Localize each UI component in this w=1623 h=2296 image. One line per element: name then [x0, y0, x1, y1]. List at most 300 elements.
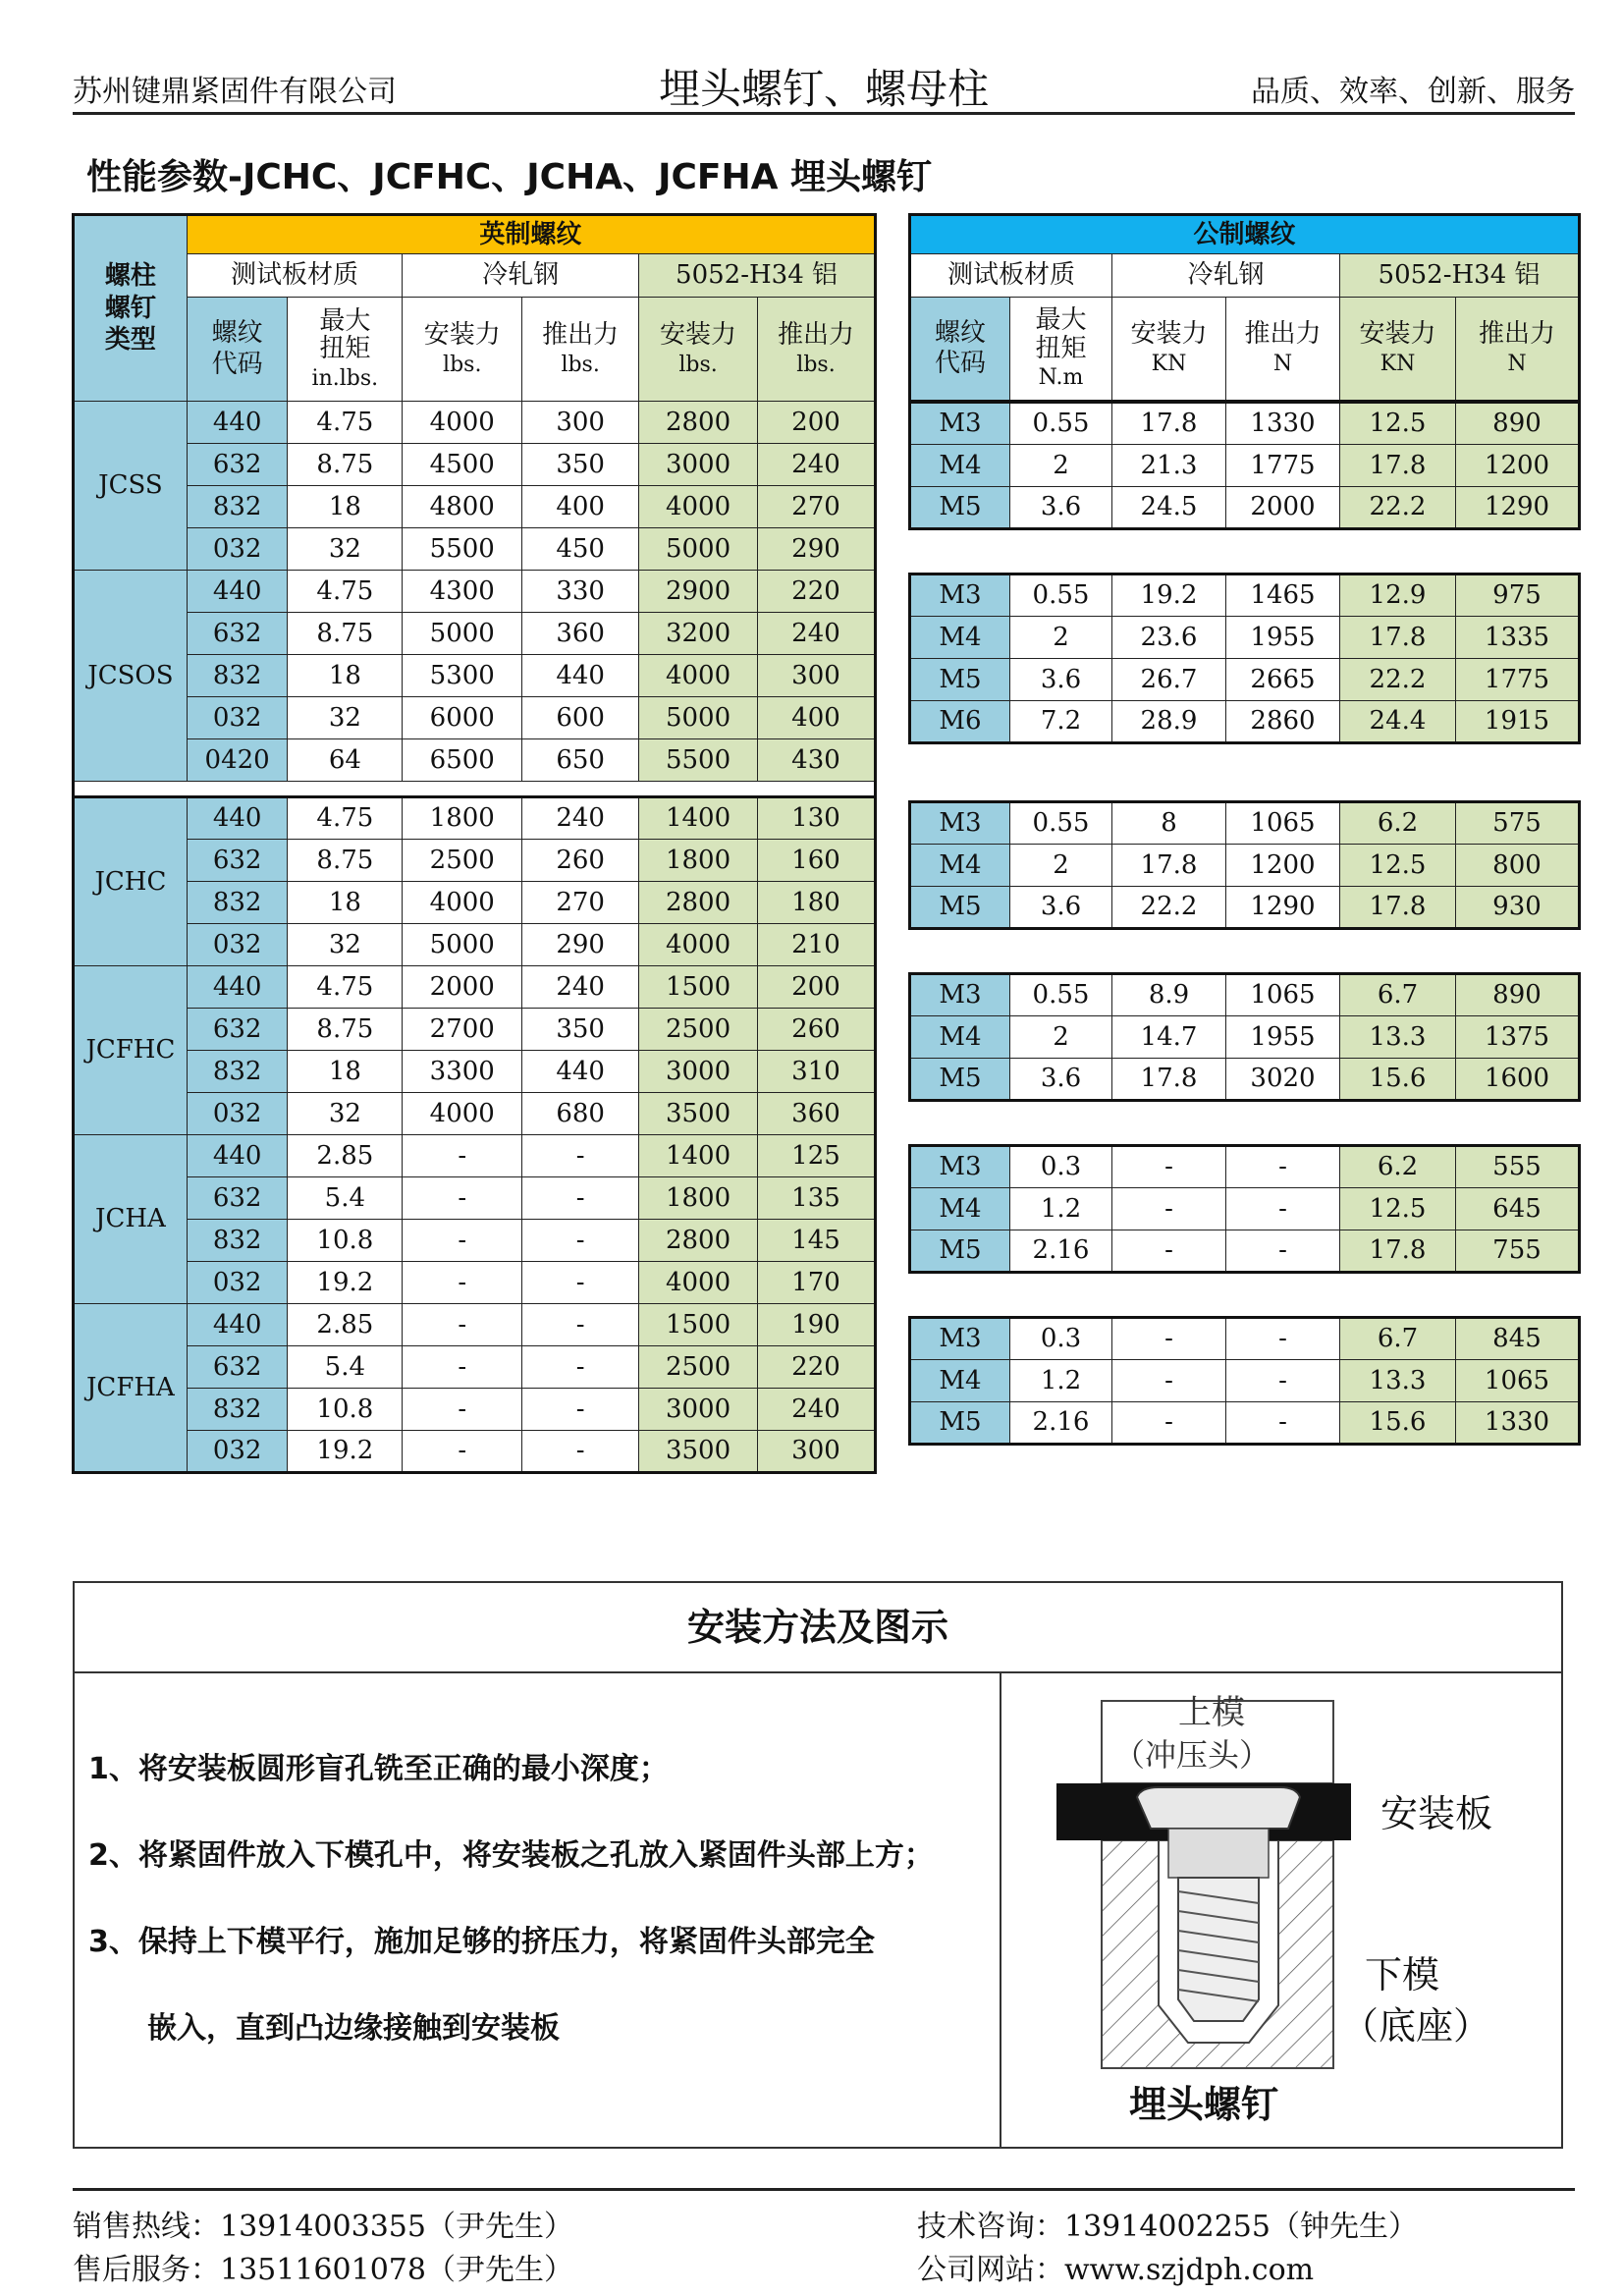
table-cell: 3200: [639, 613, 758, 655]
table-row: [910, 659, 1580, 701]
table-cell: 032: [187, 924, 288, 966]
install-title: 安装方法及图示: [75, 1583, 1561, 1673]
table-cell: 755: [1456, 1230, 1580, 1273]
table-cell: 2800: [639, 882, 758, 924]
table-cell: 19.2: [1112, 574, 1226, 617]
table-cell: M3: [910, 403, 1010, 445]
table-cell: 3500: [639, 1431, 758, 1473]
table-cell: 632: [187, 840, 288, 882]
alu-install-header: 安装力 lbs.: [639, 298, 758, 402]
metric-alu-pushout-header: 推出力 N: [1456, 298, 1580, 402]
table-cell: 890: [1456, 403, 1580, 445]
table-cell: 5.4: [288, 1346, 403, 1389]
table-cell: 240: [757, 613, 875, 655]
table-row: [910, 1146, 1580, 1188]
table-cell: 19.2: [288, 1431, 403, 1473]
table-cell: M6: [910, 701, 1010, 743]
table-cell: 0.55: [1010, 974, 1112, 1016]
table-row: [910, 1016, 1580, 1059]
table-cell: 160: [757, 840, 875, 882]
table-cell: M5: [910, 659, 1010, 701]
table-cell: 0.3: [1010, 1146, 1112, 1188]
table-row: [74, 1220, 876, 1262]
install-step-3-cont: 嵌入，直到凸边缘接触到安装板: [147, 2011, 560, 2046]
table-cell: 240: [757, 444, 875, 486]
table-cell: 17.8: [1112, 1059, 1226, 1101]
table-cell: 440: [187, 797, 288, 840]
table-cell: 5000: [403, 613, 522, 655]
table-row: [910, 445, 1580, 487]
table-cell: -: [522, 1346, 639, 1389]
table-cell: -: [522, 1220, 639, 1262]
table-cell: 575: [1456, 802, 1580, 845]
table-cell: 180: [757, 882, 875, 924]
table-cell: 1200: [1226, 845, 1340, 887]
table-cell: M4: [910, 1016, 1010, 1059]
table-cell: -: [403, 1304, 522, 1346]
table-cell: 17.8: [1112, 845, 1226, 887]
table-row: [910, 1230, 1580, 1273]
table-cell: 1290: [1226, 887, 1340, 929]
table-cell: 200: [757, 966, 875, 1009]
table-cell: 1775: [1226, 445, 1340, 487]
table-cell: 220: [757, 1346, 875, 1389]
table-cell: 8: [1112, 802, 1226, 845]
steel-pushout-header: 推出力 lbs.: [522, 298, 639, 402]
table-cell: 24.4: [1340, 701, 1456, 743]
table-cell: 300: [757, 655, 875, 697]
table-row: [74, 1262, 876, 1304]
table-cell: 1955: [1226, 1016, 1340, 1059]
test-plate-label: 测试板材质: [187, 254, 402, 298]
table-row: [74, 571, 876, 613]
table-row: [910, 887, 1580, 929]
table-cell: 7.2: [1010, 701, 1112, 743]
metric-steel-install-header: 安装力 KN: [1112, 298, 1226, 402]
footer-rule: [73, 2188, 1575, 2191]
table-cell: -: [1226, 1146, 1340, 1188]
table-cell: 5000: [403, 924, 522, 966]
table-row: [74, 1389, 876, 1431]
table-cell: 632: [187, 444, 288, 486]
metric-steel-pushout-header: 推出力 N: [1226, 298, 1340, 402]
table-cell: 832: [187, 882, 288, 924]
lower-die-sublabel: （底座）: [1341, 2004, 1491, 2048]
metric-alu-install-header: 安装力 KN: [1340, 298, 1456, 402]
table-cell: 6.7: [1340, 1318, 1456, 1360]
group-spacer: [74, 782, 876, 797]
table-cell: 145: [757, 1220, 875, 1262]
table-cell: 845: [1456, 1318, 1580, 1360]
table-cell: -: [1226, 1230, 1340, 1273]
table-cell: 3.6: [1010, 1059, 1112, 1101]
table-cell: -: [403, 1389, 522, 1431]
install-section: [73, 1581, 1563, 2149]
table-cell: M5: [910, 1230, 1010, 1273]
table-cell: 1065: [1226, 974, 1340, 1016]
table-cell: 650: [522, 739, 639, 782]
table-cell: 632: [187, 1177, 288, 1220]
table-cell: 8.75: [288, 840, 403, 882]
thread-code-header: 螺纹代码: [187, 298, 288, 402]
table-cell: 680: [522, 1093, 639, 1135]
table-row: [74, 1051, 876, 1093]
table-cell: 0.55: [1010, 403, 1112, 445]
table-row: [910, 1059, 1580, 1101]
upper-die-label: 上模: [1178, 1693, 1245, 1732]
table-cell: 18: [288, 1051, 403, 1093]
table-cell: 440: [187, 966, 288, 1009]
table-cell: 125: [757, 1135, 875, 1177]
table-cell: -: [1112, 1188, 1226, 1230]
table-cell: 8.75: [288, 1009, 403, 1051]
table-cell: 32: [288, 528, 403, 571]
table-row: [74, 655, 876, 697]
table-cell: 1335: [1456, 617, 1580, 659]
table-cell: -: [522, 1135, 639, 1177]
company-name: 苏州键鼎紧固件有限公司: [73, 75, 397, 109]
table-cell: 1330: [1226, 403, 1340, 445]
fastener-type-cell: JCFHA: [74, 1304, 188, 1473]
table-cell: 2500: [403, 840, 522, 882]
table-cell: 6500: [403, 739, 522, 782]
table-cell: 4000: [639, 924, 758, 966]
table-cell: 440: [187, 1135, 288, 1177]
table-cell: 13.3: [1340, 1360, 1456, 1402]
table-row: [74, 697, 876, 739]
table-cell: -: [522, 1389, 639, 1431]
table-cell: 832: [187, 1389, 288, 1431]
table-cell: M4: [910, 1188, 1010, 1230]
metric-alu-label: 5052-H34 铝: [1340, 254, 1580, 298]
table-cell: 300: [522, 402, 639, 444]
table-cell: 1.2: [1010, 1188, 1112, 1230]
install-step-2: 2、将紧固件放入下模孔中，将安装板之孔放入紧固件头部上方；: [88, 1838, 934, 1873]
table-cell: 5.4: [288, 1177, 403, 1220]
table-cell: 22.2: [1340, 487, 1456, 529]
table-cell: 4000: [639, 486, 758, 528]
table-cell: -: [1112, 1230, 1226, 1273]
table-cell: 360: [757, 1093, 875, 1135]
table-cell: 032: [187, 1093, 288, 1135]
table-cell: 400: [757, 697, 875, 739]
company-website[interactable]: 公司网站：www.szjdph.com: [917, 2253, 1315, 2287]
table-cell: M3: [910, 1318, 1010, 1360]
table-cell: 360: [522, 613, 639, 655]
table-cell: 2900: [639, 571, 758, 613]
table-row: [74, 1009, 876, 1051]
table-cell: 5500: [639, 739, 758, 782]
table-cell: -: [1112, 1318, 1226, 1360]
table-row: [74, 739, 876, 782]
table-cell: 2.16: [1010, 1402, 1112, 1445]
table-cell: 6.2: [1340, 1146, 1456, 1188]
table-cell: 210: [757, 924, 875, 966]
table-cell: -: [1226, 1188, 1340, 1230]
metric-table-header: [908, 213, 1581, 403]
table-cell: 2000: [403, 966, 522, 1009]
table-cell: 4000: [403, 882, 522, 924]
table-cell: 430: [757, 739, 875, 782]
metric-torque-header: 最大扭矩 N.m: [1010, 298, 1112, 402]
table-cell: 1500: [639, 966, 758, 1009]
metric-thread-code-header: 螺纹代码: [910, 298, 1010, 402]
table-cell: 18: [288, 486, 403, 528]
table-cell: 400: [522, 486, 639, 528]
table-cell: 645: [1456, 1188, 1580, 1230]
table-cell: 4.75: [288, 797, 403, 840]
table-cell: M5: [910, 1402, 1010, 1445]
imperial-group-header: 英制螺纹: [187, 215, 875, 254]
table-row: [74, 966, 876, 1009]
table-cell: -: [403, 1135, 522, 1177]
table-cell: 6000: [403, 697, 522, 739]
fastener-type-cell: JCHA: [74, 1135, 188, 1304]
table-row: [74, 1346, 876, 1389]
table-cell: 8.75: [288, 613, 403, 655]
table-cell: 330: [522, 571, 639, 613]
table-cell: 5300: [403, 655, 522, 697]
table-cell: 12.5: [1340, 1188, 1456, 1230]
table-cell: 832: [187, 1220, 288, 1262]
table-cell: -: [403, 1431, 522, 1473]
table-cell: 4300: [403, 571, 522, 613]
table-cell: 350: [522, 444, 639, 486]
table-cell: 1955: [1226, 617, 1340, 659]
table-cell: 0420: [187, 739, 288, 782]
table-cell: 4.75: [288, 571, 403, 613]
slogan: 品质、效率、创新、服务: [1251, 75, 1575, 109]
table-cell: 832: [187, 1051, 288, 1093]
table-cell: 10.8: [288, 1220, 403, 1262]
table-cell: 14.7: [1112, 1016, 1226, 1059]
table-row: [74, 882, 876, 924]
table-row: [74, 528, 876, 571]
table-row: [910, 701, 1580, 743]
table-cell: 1400: [639, 1135, 758, 1177]
table-cell: 22.2: [1112, 887, 1226, 929]
table-cell: 300: [757, 1431, 875, 1473]
table-cell: 17.8: [1340, 887, 1456, 929]
table-cell: 17.8: [1112, 403, 1226, 445]
table-cell: 350: [522, 1009, 639, 1051]
table-cell: -: [403, 1220, 522, 1262]
table-cell: 21.3: [1112, 445, 1226, 487]
table-cell: 440: [522, 1051, 639, 1093]
table-cell: 832: [187, 486, 288, 528]
table-cell: 2700: [403, 1009, 522, 1051]
table-cell: -: [403, 1177, 522, 1220]
table-cell: 4800: [403, 486, 522, 528]
table-cell: 600: [522, 697, 639, 739]
table-cell: -: [1226, 1360, 1340, 1402]
table-cell: 10.8: [288, 1389, 403, 1431]
after-sales: 售后服务：13511601078（尹先生）: [73, 2253, 573, 2287]
plate-label: 安装板: [1380, 1792, 1493, 1835]
table-cell: 1465: [1226, 574, 1340, 617]
type-header: 螺柱螺钉类型: [74, 215, 188, 402]
page-header: [73, 57, 1575, 115]
metric-test-plate-label: 测试板材质: [910, 254, 1112, 298]
table-cell: 1330: [1456, 1402, 1580, 1445]
table-cell: 240: [522, 966, 639, 1009]
table-cell: 6.7: [1340, 974, 1456, 1016]
table-row: [74, 840, 876, 882]
sales-hotline: 销售热线：13914003355（尹先生）: [73, 2210, 573, 2244]
table-cell: 6.2: [1340, 802, 1456, 845]
table-cell: 4000: [639, 655, 758, 697]
table-row: [910, 1318, 1580, 1360]
table-cell: 290: [522, 924, 639, 966]
metric-table-block: [908, 573, 1581, 744]
table-cell: 3.6: [1010, 659, 1112, 701]
table-cell: 0.55: [1010, 802, 1112, 845]
table-cell: 5000: [639, 697, 758, 739]
table-cell: 260: [522, 840, 639, 882]
table-cell: 032: [187, 528, 288, 571]
table-cell: M5: [910, 1059, 1010, 1101]
table-cell: 2860: [1226, 701, 1340, 743]
table-cell: 270: [522, 882, 639, 924]
table-cell: 8.75: [288, 444, 403, 486]
table-cell: 632: [187, 1009, 288, 1051]
table-cell: 440: [187, 571, 288, 613]
table-cell: 17.8: [1340, 1230, 1456, 1273]
table-cell: M5: [910, 887, 1010, 929]
steel-label: 冷轧钢: [403, 254, 639, 298]
table-cell: 190: [757, 1304, 875, 1346]
table-cell: -: [1226, 1402, 1340, 1445]
table-cell: 3000: [639, 444, 758, 486]
table-cell: 440: [522, 655, 639, 697]
table-cell: 800: [1456, 845, 1580, 887]
table-row: [910, 1188, 1580, 1230]
table-cell: 24.5: [1112, 487, 1226, 529]
table-cell: 1.2: [1010, 1360, 1112, 1402]
table-cell: M3: [910, 974, 1010, 1016]
metric-table-block: [908, 401, 1581, 530]
diagram-caption: 埋头螺钉: [1129, 2083, 1279, 2126]
table-cell: 260: [757, 1009, 875, 1051]
fastener-type-cell: JCSS: [74, 402, 188, 571]
metric-table-block: [908, 800, 1581, 930]
metric-table-block: [908, 1316, 1581, 1446]
table-cell: 1800: [639, 1177, 758, 1220]
table-cell: 15.6: [1340, 1402, 1456, 1445]
metric-steel-label: 冷轧钢: [1112, 254, 1340, 298]
table-cell: 3.6: [1010, 487, 1112, 529]
metric-table-block: [908, 972, 1581, 1102]
table-cell: 1800: [639, 840, 758, 882]
fastener-shank: [1168, 1829, 1269, 1878]
table-cell: -: [403, 1262, 522, 1304]
torque-header: 最大扭矩 in.lbs.: [288, 298, 403, 402]
table-cell: 2: [1010, 845, 1112, 887]
table-cell: -: [522, 1177, 639, 1220]
table-cell: 032: [187, 1431, 288, 1473]
table-cell: 5000: [639, 528, 758, 571]
table-cell: 3500: [639, 1093, 758, 1135]
section-title: 性能参数-JCHC、JCFHC、JCHA、JCFHA 埋头螺钉: [86, 157, 932, 197]
table-cell: M4: [910, 445, 1010, 487]
tech-consult: 技术咨询：13914002255（钟先生）: [917, 2210, 1418, 2244]
table-row: [74, 797, 876, 840]
table-cell: 632: [187, 1346, 288, 1389]
table-cell: 1500: [639, 1304, 758, 1346]
table-row: [74, 1093, 876, 1135]
table-cell: 4.75: [288, 402, 403, 444]
table-cell: 240: [757, 1389, 875, 1431]
table-cell: 2500: [639, 1346, 758, 1389]
table-cell: 930: [1456, 887, 1580, 929]
table-cell: 32: [288, 1093, 403, 1135]
table-cell: 26.7: [1112, 659, 1226, 701]
fastener-type-cell: JCSOS: [74, 571, 188, 782]
table-cell: 170: [757, 1262, 875, 1304]
table-cell: 220: [757, 571, 875, 613]
upper-die-sublabel: （冲压头）: [1113, 1736, 1271, 1774]
table-cell: 8.9: [1112, 974, 1226, 1016]
install-divider: [1000, 1671, 1001, 2149]
table-cell: 18: [288, 655, 403, 697]
table-row: [910, 845, 1580, 887]
install-step-1: 1、将安装板圆形盲孔铣至正确的最小深度；: [88, 1752, 669, 1786]
alu-pushout-header: 推出力 lbs.: [757, 298, 875, 402]
table-cell: 975: [1456, 574, 1580, 617]
table-cell: 1065: [1226, 802, 1340, 845]
table-row: [74, 924, 876, 966]
table-cell: 32: [288, 697, 403, 739]
table-cell: M3: [910, 802, 1010, 845]
table-cell: 130: [757, 797, 875, 840]
table-cell: 3000: [639, 1051, 758, 1093]
table-cell: -: [522, 1431, 639, 1473]
table-cell: 1290: [1456, 487, 1580, 529]
table-cell: -: [522, 1262, 639, 1304]
table-cell: 832: [187, 655, 288, 697]
table-cell: 440: [187, 402, 288, 444]
table-cell: 19.2: [288, 1262, 403, 1304]
install-step-3: 3、保持上下模平行，施加足够的挤压力，将紧固件头部完全: [88, 1925, 875, 1959]
table-cell: 4000: [639, 1262, 758, 1304]
table-cell: -: [1112, 1402, 1226, 1445]
table-cell: 13.3: [1340, 1016, 1456, 1059]
table-row: [910, 574, 1580, 617]
table-cell: 0.55: [1010, 574, 1112, 617]
table-cell: 23.6: [1112, 617, 1226, 659]
table-cell: 4000: [403, 402, 522, 444]
table-cell: 4.75: [288, 966, 403, 1009]
table-cell: 1800: [403, 797, 522, 840]
table-cell: 2000: [1226, 487, 1340, 529]
table-cell: 632: [187, 613, 288, 655]
table-cell: 4500: [403, 444, 522, 486]
table-cell: 1375: [1456, 1016, 1580, 1059]
table-cell: 2: [1010, 1016, 1112, 1059]
table-cell: 3300: [403, 1051, 522, 1093]
table-cell: 2: [1010, 617, 1112, 659]
table-cell: 1915: [1456, 701, 1580, 743]
table-cell: M4: [910, 845, 1010, 887]
table-row: [74, 402, 876, 444]
table-cell: 032: [187, 1262, 288, 1304]
table-cell: -: [1112, 1146, 1226, 1188]
table-cell: 450: [522, 528, 639, 571]
table-cell: 5500: [403, 528, 522, 571]
table-row: [74, 486, 876, 528]
table-cell: 3000: [639, 1389, 758, 1431]
table-cell: 12.5: [1340, 403, 1456, 445]
